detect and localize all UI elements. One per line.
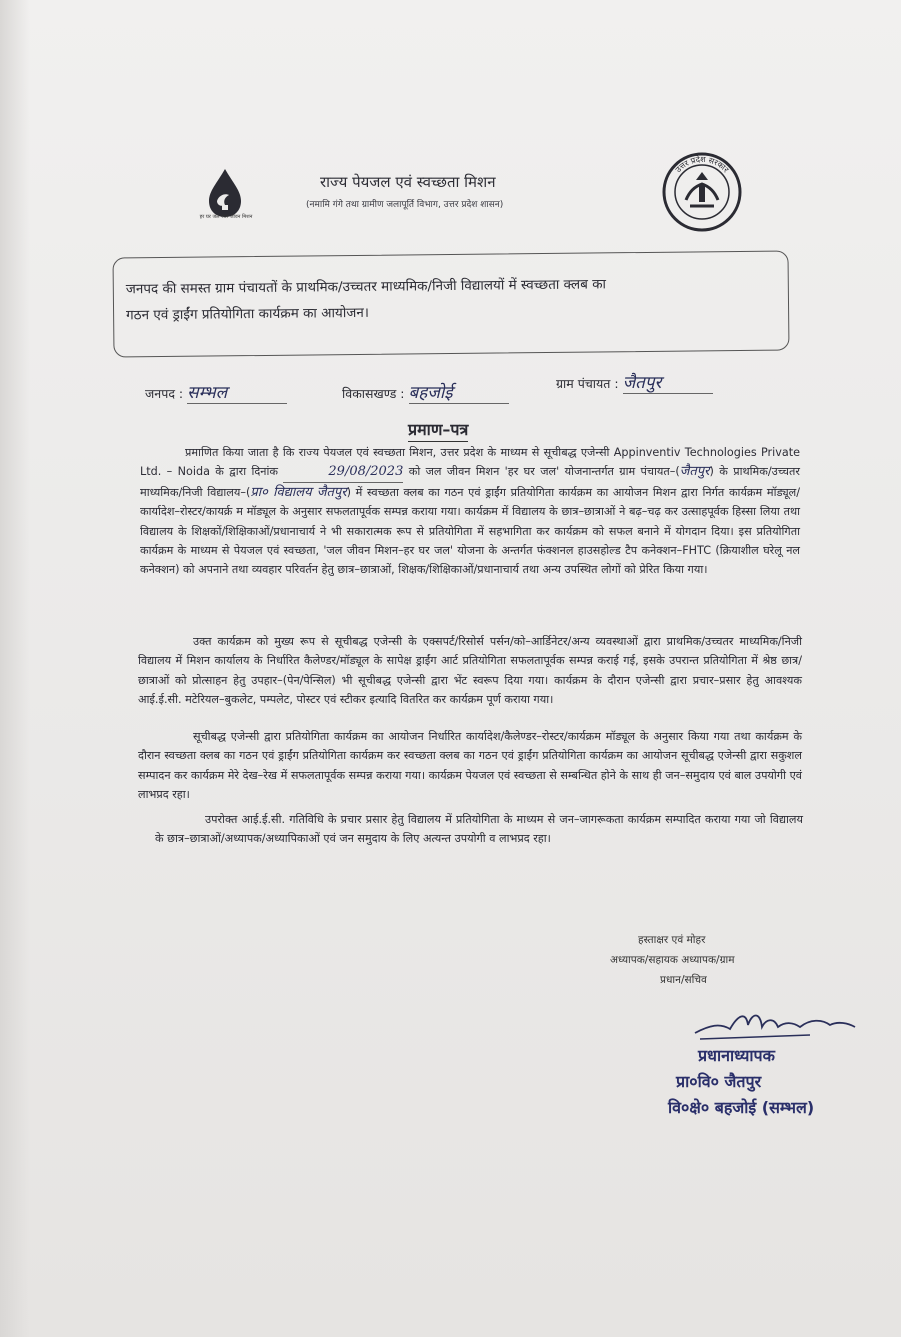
topic-box: [112, 250, 789, 357]
emblem-ring-text: [660, 150, 745, 235]
topic-line-2: गठन एवं ड्राईंग प्रतियोगिता कार्यक्रम का आयोजन।: [126, 304, 370, 324]
paragraph-2: उक्त कार्यक्रम को मुख्य रूप से सूचीबद्ध एजेन्सी के एक्सपर्ट/रिसोर्स पर्सन/को–आर्डिनेटर/अन्य व्यवस्थाओं द्वारा प्राथमिक/उच्चतर माध्यमिक/निजी विद्यालय में मिशन कार्यालय के निर्धारित कैलेण्डर/मॉड्यूल के सापेक्ष ड्राईंग आर्ट प्रतियोगिता सफलतापूर्वक सम्पन्न कराई गई, इसके उपरान्त प्रतियोगिता में श्रेष्ठ छात्र/छात्राओं को प्रोत्साहन हेतु उपहार–(पेन/पेन्सिल) भी सूचीबद्ध एजेन्सी द्वारा भेंट स्वरूप दिया गया। कार्यक्रम के दौरान एजेन्सी द्वारा प्रचार–प्रसार हेतु आवश्यक आई.ई.सी. मटेरियल–बुकलेट, पम्पलेट, पोस्टर एवं स्टीकर इत्यादि वितरित कर कार्यक्रम पूर्ण कराया गया।: [138, 635, 802, 707]
left-logo-caption: हर घर जल जल जीवन मिशन: [199, 214, 253, 220]
stamp-line-1: प्रधानाध्यापक: [698, 1046, 775, 1065]
panchayat-label: ग्राम पंचायत :: [556, 376, 619, 391]
sign-line-1: हस्ताक्षर एवं मोहर: [638, 934, 706, 946]
sign-line-2: अध्यापक/सहायक अध्यापक/ग्राम: [610, 954, 735, 966]
paragraph-4: उपरोक्त आई.ई.सी. गतिविधि के प्रचार प्रसार हेतु विद्यालय में प्रतियोगिता के माध्यम से जन–जागरूकता कार्यक्रम सम्पादित कराया गया जो विद्यालय के छात्र–छात्राओं/अध्यापक/अध्यापिकाओं एवं जन समुदाय के लिए अत्यन्त उपयोगी व लाभप्रद रहा।: [155, 813, 803, 846]
district-label: जनपद :: [145, 386, 184, 401]
paragraph-1: [140, 443, 800, 580]
sign-line-3: प्रधान/सचिव: [660, 974, 707, 986]
handwritten-signature: [690, 1005, 860, 1045]
district-underline: [187, 380, 287, 404]
panchayat-field: [556, 370, 713, 394]
block-value: बहजोई: [408, 383, 453, 403]
para1-part-d: ) में स्वच्छता क्लब का गठन एवं ड्राईंग प्रतियोगिता कार्यक्रम का आयोजन मिशन द्वारा निर्गत कार्यक्रम मॉड्यूल/कार्यादेश–रोस्टर/कायर्क्र म मॉड्यूल के अनुसार सफलतापूर्वक सम्पन्न कराया गया। कार्यक्रम में विद्यालय के छात्र–छात्राओं ने बढ़–चढ़ कर उत्साहपूर्वक हिस्सा लिया तथा विद्यालय के शिक्षकों/शिक्षिकाओं/प्रधानाचार्य ने भी सकारात्मक रूप से प्रतियोगिता में सहभागिता कर कार्यक्रम को सफल बनाने में योगदान दिया। इस प्रतियोगिता कार्यक्रम के माध्यम से पेयजल एवं स्वच्छता, 'जल जीवन मिशन–हर घर जल' योजना के अन्तर्गत फंक्शनल हाउसहोल्ड टैप कनेक्शन–FHTC (क्रियाशील घरेलू नल कनेक्शन) को अपनाने तथा व्यवहार परिवर्तन हेतु छात्र–छात्राओं, शिक्षक/शिक्षिकाओं/प्रधानाचार्य तथा अन्य उपस्थित लोगों को प्रेरित किया गया।: [140, 485, 800, 577]
panchayat-underline: [623, 370, 713, 394]
mission-subtitle: (नमामि गंगे तथा ग्रामीण जलापूर्ति विभाग, उत्तर प्रदेश शासन): [306, 200, 504, 210]
svg-text:उत्तर प्रदेश सरकार: उत्तर प्रदेश सरकार: [673, 154, 731, 175]
paragraph-3: सूचीबद्ध एजेन्सी द्वारा प्रतियोगिता कार्यक्रम का आयोजन निर्धारित कार्यादेश/कैलेण्डर–रोस्टर/कार्यक्रम मॉड्यूल के अनुसार किया गया तथा कार्यक्रम के दौरान स्वच्छता क्लब का गठन एवं ड्राईंग प्रतियोगिता कार्यक्रम कर स्वच्छता क्लब का गठन एवं ड्राईंग प्रतियोगिता कार्यक्रम का आयोजन सूचीबद्ध एजेन्सी द्वारा सकुशल सम्पादन कर कार्यक्रम मेरे देख–रेख में सफलतापूर्वक सम्पन्न कराया गया। कार्यक्रम पेयजल एवं स्वच्छता से सम्बन्धित होने के साथ ही जन–समुदाय एवं बाल उपयोगी एवं लाभप्रद रहा।: [138, 730, 802, 802]
district-field: [145, 380, 287, 404]
water-drop-logo-icon: [195, 165, 255, 243]
school-name-value: प्रा० विद्यालय जैतपुर: [250, 484, 347, 500]
stamp-line-2: प्रा०वि० जैतपुर: [676, 1072, 762, 1091]
topic-text: [126, 270, 777, 329]
program-date-value: 29/08/2023: [283, 462, 403, 482]
official-stamp: [668, 1043, 814, 1121]
panchayat-value: जैतपुर: [622, 373, 662, 393]
mission-title: राज्य पेयजल एवं स्वच्छता मिशन: [320, 173, 496, 191]
topic-line-1: जनपद की समस्त ग्राम पंचायतों के प्राथमिक/उच्चतर माध्यमिक/निजी विद्यालयों में स्वच्छता क्लब का: [125, 276, 607, 298]
para1-part-c: ) के प्राथमिक/उच्चतर माध्यमिक/निजी विद्यालय–(: [140, 465, 800, 499]
block-underline: [409, 380, 509, 404]
stamp-line-3: वि०क्षे० बहजोई (सम्भल): [668, 1098, 815, 1117]
certificate-title: प्रमाण–पत्र: [408, 418, 468, 442]
district-value: सम्भल: [187, 383, 228, 403]
para1-panchayat-value: जैतपुर: [679, 464, 710, 480]
block-label: विकासखण्ड :: [342, 386, 405, 401]
paper-fold-shadow: [0, 0, 30, 1337]
para1-part-a: प्रमाणित किया जाता है कि राज्य पेयजल एवं स्वच्छता मिशन, उत्तर प्रदेश के माध्यम से सूचीबद्ध एजेन्सी Appinventiv Technologies Private Ltd. – Noida के द्वारा दिनांक: [140, 446, 800, 479]
signature-instructions: [610, 930, 735, 990]
block-field: [342, 380, 509, 404]
para1-part-b: को जल जीवन मिशन 'हर घर जल' योजनान्तर्गत ग्राम पंचायत–(: [408, 465, 680, 479]
